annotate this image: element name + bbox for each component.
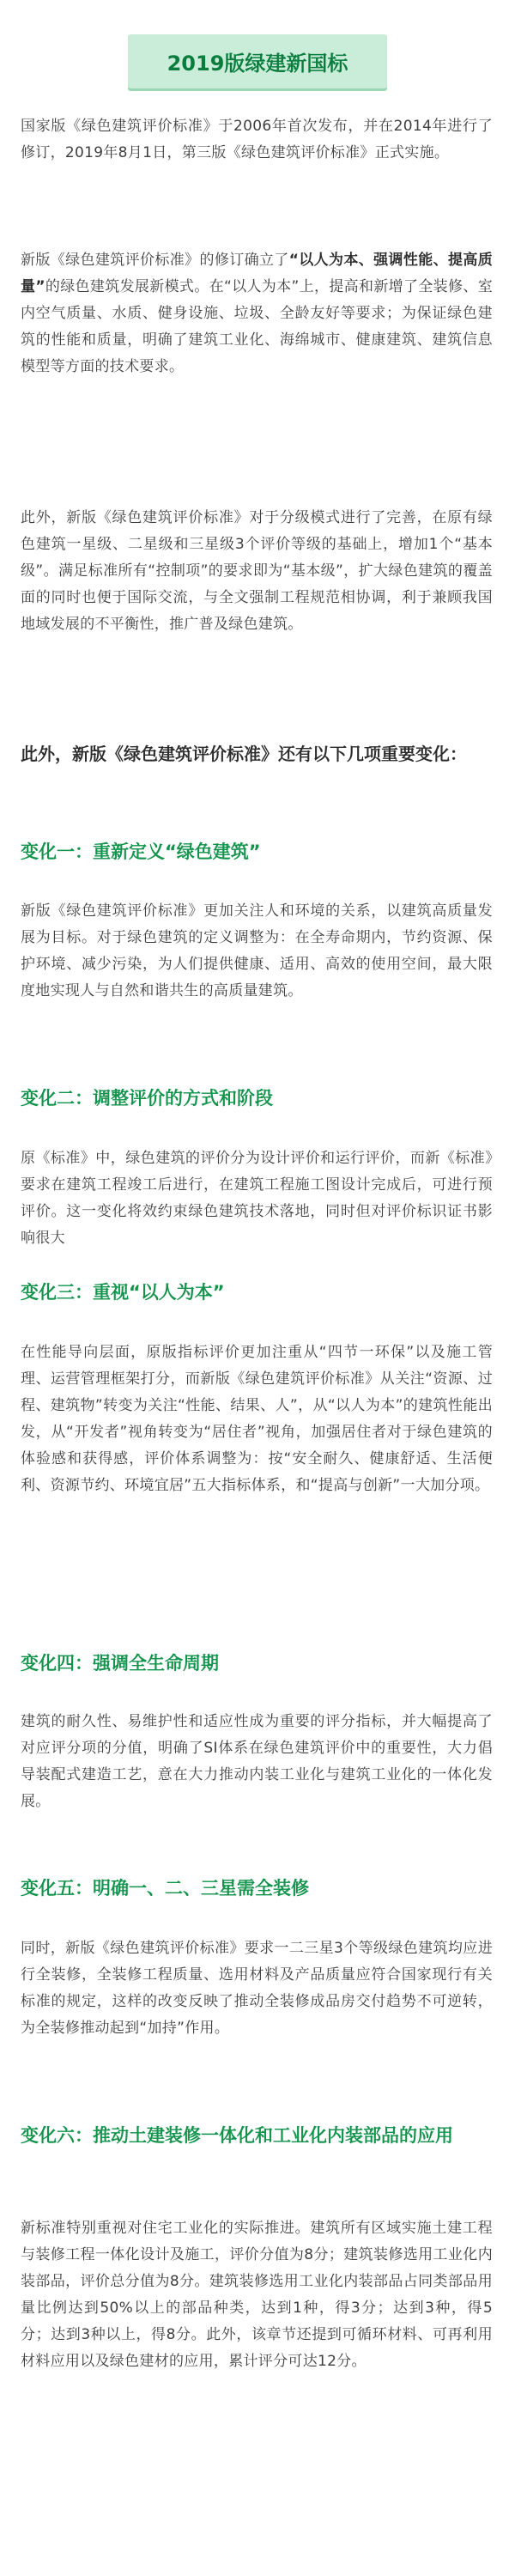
intro-paragraph-3 (21, 505, 493, 638)
change-3-body (21, 1340, 493, 1499)
lead-text: 此外，新版《绿色建筑评价标准》还有以下几项重要变化： (21, 744, 467, 764)
change-2-body (21, 1145, 493, 1252)
lead-paragraph (21, 738, 493, 769)
change-4-heading: 变化四：强调全生命周期 (21, 1653, 219, 1674)
change-6-body (21, 2215, 493, 2375)
intro-paragraph-1 (21, 113, 493, 167)
intro-text-2-b: 的绿色建筑发展新模式。在“以人为本”上，提高和新增了全装修、室内空气质量、水质、健身设施、垃圾、全龄友好等要求；为保证绿色建筑的性能和质量，明确了建筑工业化、海绵城市、健康建筑、建筑信息模型等方面的技术要求。 (21, 278, 493, 375)
change-5-body (21, 1935, 493, 2042)
change-1-body (21, 898, 493, 1005)
intro-text-1: 国家版《绿色建筑评价标准》于2006年首次发布，并在2014年进行了修订，2019年8月1日，第三版《绿色建筑评价标准》正式实施。 (21, 118, 493, 161)
title-area (0, 34, 515, 88)
change-1-heading: 变化一：重新定义“绿色建筑” (21, 841, 261, 862)
change-5-heading: 变化五：明确一、二、三星需全装修 (21, 1878, 309, 1899)
intro-text-2-highlight: “以人为本、强调性能、提高质量” (21, 252, 493, 295)
change-4-text: 建筑的耐久性、易维护性和适应性成为重要的评分指标，并大幅提高了对应评分项的分值，明确了SI体系在绿色建筑评价中的重要性，大力倡导装配式建造工艺，意在大力推动内装工业化与建筑工业化的一体化发展。 (21, 1713, 493, 1810)
change-3-text: 在性能导向层面，原版指标评价更加注重从“四节一环保”以及施工管理、运营管理框架打分，而新版《绿色建筑评价标准》从关注“资源、过程、建筑物”转变为关注“性能、结果、人”，从“以人为本”的建筑性能出发，从“开发者”视角转变为“居住者”视角，加强居住者对于绿色建筑的体验感和获得感，评价体系调整为：按“安全耐久、健康舒适、生活便利、资源节约、环境宜居”五大指标体系，和“提高与创新”一大加分项。 (21, 1344, 493, 1494)
change-4-body (21, 1709, 493, 1815)
intro-paragraph-2 (21, 247, 493, 380)
change-5-text: 同时，新版《绿色建筑评价标准》要求一二三星3个等级绿色建筑均应进行全装修，全装修工程质量、选用材料及产品质量应符合国家现行有关标准的规定，这样的改变反映了推动全装修成品房交付趋势不可逆转，为全装修推动起到“加持”作用。 (21, 1940, 493, 2037)
intro-text-2-a: 新版《绿色建筑评价标准》的修订确立了 (21, 252, 289, 269)
change-3-heading: 变化三：重视“以人为本” (21, 1282, 225, 1303)
change-6-heading: 变化六：推动土建装修一体化和工业化内装部品的应用 (21, 2125, 453, 2146)
intro-text-2 (21, 247, 493, 380)
intro-text-3: 此外，新版《绿色建筑评价标准》对于分级模式进行了完善，在原有绿色建筑一星级、二星级和三星级3个评价等级的基础上，增加1个“基本级”。满足标准所有“控制项”的要求即为“基本级”，扩大绿色建筑的覆盖面的同时也便于国际交流，与全文强制工程规范相协调，利于兼顾我国地域发展的不平衡性，推广普及绿色建筑。 (21, 509, 493, 633)
change-2-text: 原《标准》中，绿色建筑的评价分为设计评价和运行评价，而新《标准》要求在建筑工程竣工后进行，在建筑工程施工图设计完成后，可进行预评价。这一变化将效约束绿色建筑技术落地，同时但对评价标识证书影响很大 (21, 1150, 493, 1247)
change-1-text: 新版《绿色建筑评价标准》更加关注人和环境的关系，以建筑高质量发展为目标。对于绿色建筑的定义调整为：在全寿命期内，节约资源、保护环境、减少污染，为人们提供健康、适用、高效的使用空间，最大限度地实现人与自然和谐共生的高质量建筑。 (21, 902, 493, 999)
article-title: 2019版绿建新国标 (128, 34, 388, 88)
change-2-heading: 变化二：调整评价的方式和阶段 (21, 1088, 273, 1109)
change-6-text: 新标准特别重视对住宅工业化的实际推进。建筑所有区域实施土建工程与装修工程一体化设计及施工，评价分值为8分；建筑装修选用工业化内装部品，评价总分值为8分。建筑装修选用工业化内装部品占同类部品用量比例达到50%以上的部品种类，达到1种，得3分；达到3种，得5分；达到3种以上，得8分。此外，该章节还提到可循环材料、可再利用材料应用以及绿色建材的应用，累计评分可达12分。 (21, 2220, 493, 2370)
